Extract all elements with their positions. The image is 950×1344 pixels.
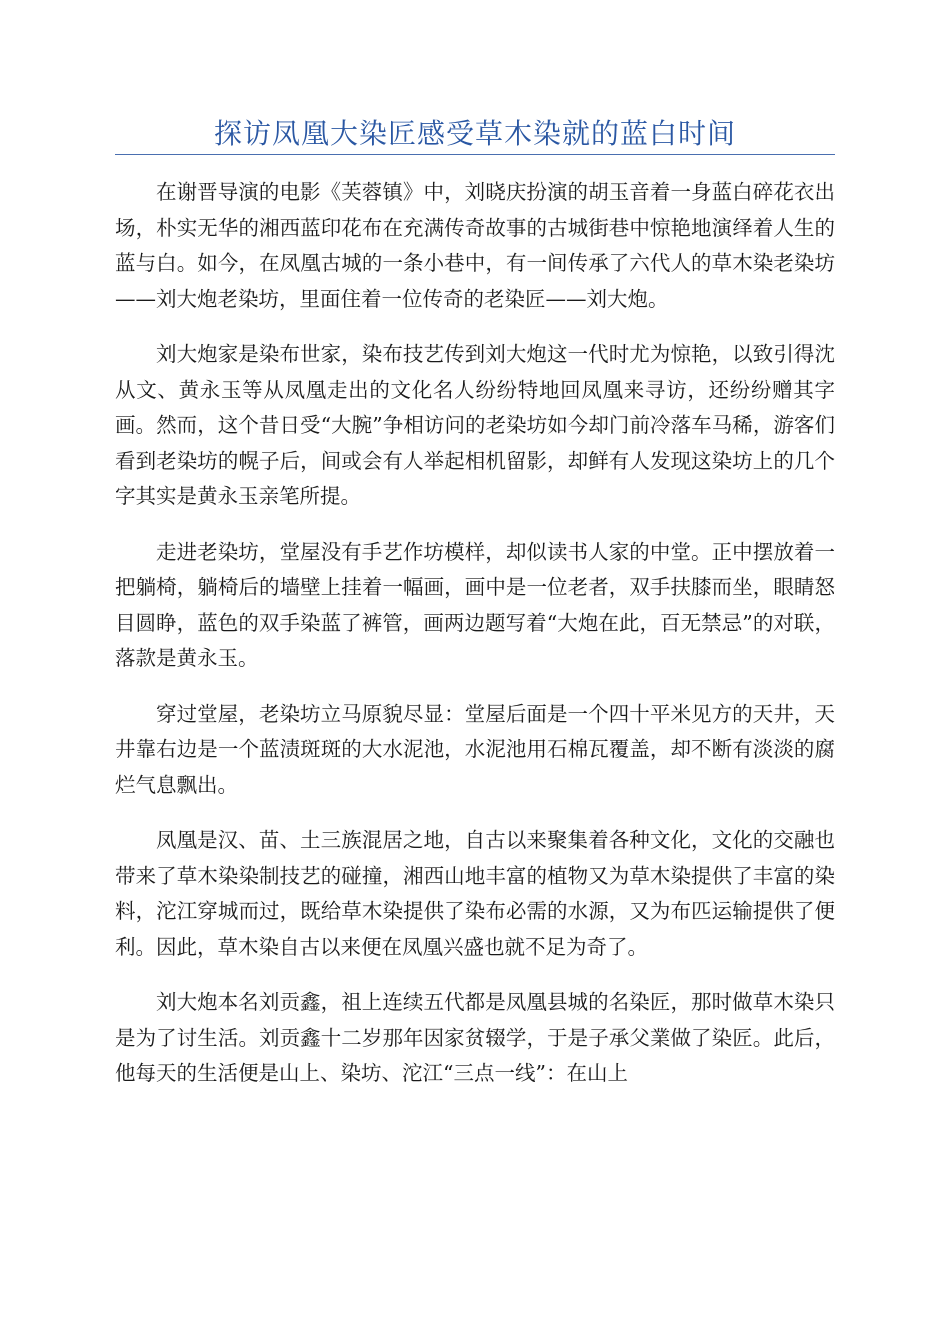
paragraph-3: 走进老染坊，堂屋没有手艺作坊模样，却似读书人家的中堂。正中摆放着一把躺椅，躺椅后的墙壁上挂着一幅画，画中是一位老者，双手扶膝而坐，眼睛怒目圆睁，蓝色的双手染蓝了裤管，画两边题写着“大炮在此，百无禁忌”的对联，落款是黄永玉。 [115,539,835,670]
title-underline [115,154,835,155]
paragraph-1: 在谢晋导演的电影《芙蓉镇》中，刘晓庆扮演的胡玉音着一身蓝白碎花衣出场，朴实无华的湘西蓝印花布在充满传奇故事的古城街巷中惊艳地演绎着人生的蓝与白。如今，在凤凰古城的一条小巷中，有一间传承了六代人的草木染老染坊——刘大炮老染坊，里面住着一位传奇的老染匠——刘大炮。 [115,180,835,311]
paragraph-5: 凤凰是汉、苗、土三族混居之地，自古以来聚集着各种文化，文化的交融也带来了草木染染制技艺的碰撞，湘西山地丰富的植物又为草木染提供了丰富的染料，沱江穿城而过，既给草木染提供了染布必需的水源，又为布匹运输提供了便利。因此，草木染自古以来便在凤凰兴盛也就不足为奇了。 [115,828,835,959]
article-body [115,175,835,1112]
paragraph-6: 刘大炮本名刘贡鑫，祖上连续五代都是凤凰县城的名染匠，那时做草木染只是为了讨生活。刘贡鑫十二岁那年因家贫辍学，于是子承父業做了染匠。此后，他每天的生活便是山上、染坊、沱江“三点一线”：在山上 [115,990,835,1085]
paragraph-2: 刘大炮家是染布世家，染布技艺传到刘大炮这一代时尤为惊艳，以致引得沈从文、黄永玉等从凤凰走出的文化名人纷纷特地回凤凰来寻访，还纷纷赠其字画。然而，这个昔日受“大腕”争相访问的老染坊如今却门前冷落车马稀，游客们看到老染坊的幌子后，间或会有人举起相机留影，却鲜有人发现这染坊上的几个字其实是黄永玉亲笔所提。 [115,342,835,508]
article-title: 探访凤凰大染匠感受草木染就的蓝白时间 [213,117,736,150]
paragraph-4: 穿过堂屋，老染坊立马原貌尽显：堂屋后面是一个四十平米见方的天井，天井靠右边是一个蓝渍斑斑的大水泥池，水泥池用石棉瓦覆盖，却不断有淡淡的腐烂气息飘出。 [115,701,835,797]
